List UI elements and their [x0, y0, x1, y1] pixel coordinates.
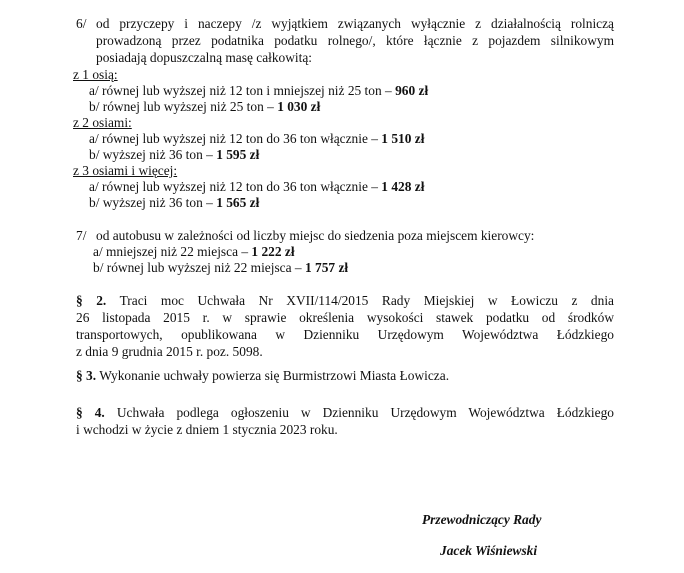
paragraph-2-line-1	[76, 293, 614, 309]
item-amount: 1 510 zł	[381, 131, 425, 146]
signature-name: Jacek Wiśniewski	[440, 543, 538, 558]
item-amount: 1 757 zł	[304, 260, 349, 275]
paragraph-3-text: Wykonanie uchwały powierza się Burmistrzowi Miasta Łowicza.	[99, 368, 450, 383]
paragraph-2-line-2: 26 listopada 2015 r. w sprawie określenia wysokości stawek podatku od środków	[76, 310, 614, 325]
item-text: a/ równej lub wyższej niż 12 ton do 36 ton włącznie –	[89, 179, 382, 194]
item-text: b/ równej lub wyższej niż 25 ton –	[89, 99, 278, 114]
item-text: b/ wyższej niż 36 ton –	[89, 147, 217, 162]
item-amount: 1 222 zł	[251, 244, 295, 259]
paragraph-4-mark: § 4.	[76, 405, 105, 420]
group-heading-1-axle: z 1 osią:	[73, 67, 118, 82]
section-6-intro-line-2: prowadzoną przez podatnika podatku rolnego/, które łącznie z pojazdem silnikowym	[96, 33, 614, 48]
paragraph-2-mark: § 2.	[76, 293, 107, 308]
section-6-marker: 6/	[76, 16, 87, 31]
paragraph-3-mark: § 3.	[76, 368, 97, 383]
item-amount: 1 428 zł	[381, 179, 425, 194]
group-heading-2-axles: z 2 osiami:	[73, 115, 132, 130]
paragraph-2-line-4: z dnia 9 grudnia 2015 r. poz. 5098.	[76, 344, 263, 359]
paragraph-2-line-3: transportowych, opublikowana w Dzienniku Urzędowym Województwa Łódzkiego	[76, 327, 614, 342]
item-text: a/ równej lub wyższej niż 12 ton do 36 ton włącznie –	[89, 131, 382, 146]
section-6-intro-line-1: od przyczepy i naczepy /z wyjątkiem związanych wyłącznie z działalnością rolniczą	[96, 16, 614, 31]
group-heading-3-axles: z 3 osiami i więcej:	[73, 163, 178, 178]
list-item	[89, 195, 259, 211]
list-item	[89, 179, 424, 195]
paragraph-4-line-1	[76, 405, 614, 421]
list-item	[89, 83, 428, 99]
signature-title: Przewodniczący Rady	[422, 512, 542, 527]
list-item	[89, 99, 320, 115]
item-text: b/ wyższej niż 36 ton –	[89, 195, 217, 210]
item-text: b/ równej lub wyższej niż 22 miejsca –	[93, 260, 305, 275]
list-item	[89, 147, 259, 163]
section-7-marker: 7/	[76, 228, 87, 243]
item-text: a/ mniejszej niż 22 miejsca –	[93, 244, 252, 259]
paragraph-2-text-1: Traci moc Uchwała Nr XVII/114/2015 Rady Miejskiej w Łowiczu z dnia	[119, 293, 614, 308]
paragraph-3	[76, 368, 449, 384]
list-item	[93, 244, 295, 260]
paragraph-4-text-1: Uchwała podlega ogłoszeniu w Dzienniku Urzędowym Województwa Łódzkiego	[116, 405, 614, 420]
list-item	[89, 131, 424, 147]
paragraph-4-line-2: i wchodzi w życie z dniem 1 stycznia 2023 roku.	[76, 422, 338, 437]
list-item	[93, 260, 348, 276]
section-6-intro-line-3: posiadają dopuszczalną masę całkowitą:	[96, 50, 313, 65]
item-amount: 1 595 zł	[216, 147, 260, 162]
item-amount: 960 zł	[395, 83, 429, 98]
item-amount: 1 565 zł	[216, 195, 260, 210]
item-amount: 1 030 zł	[277, 99, 321, 114]
section-7-intro: od autobusu w zależności od liczby miejsc do siedzenia poza miejscem kierowcy:	[96, 228, 535, 243]
item-text: a/ równej lub wyższej niż 12 ton i mniejszej niż 25 ton –	[89, 83, 396, 98]
